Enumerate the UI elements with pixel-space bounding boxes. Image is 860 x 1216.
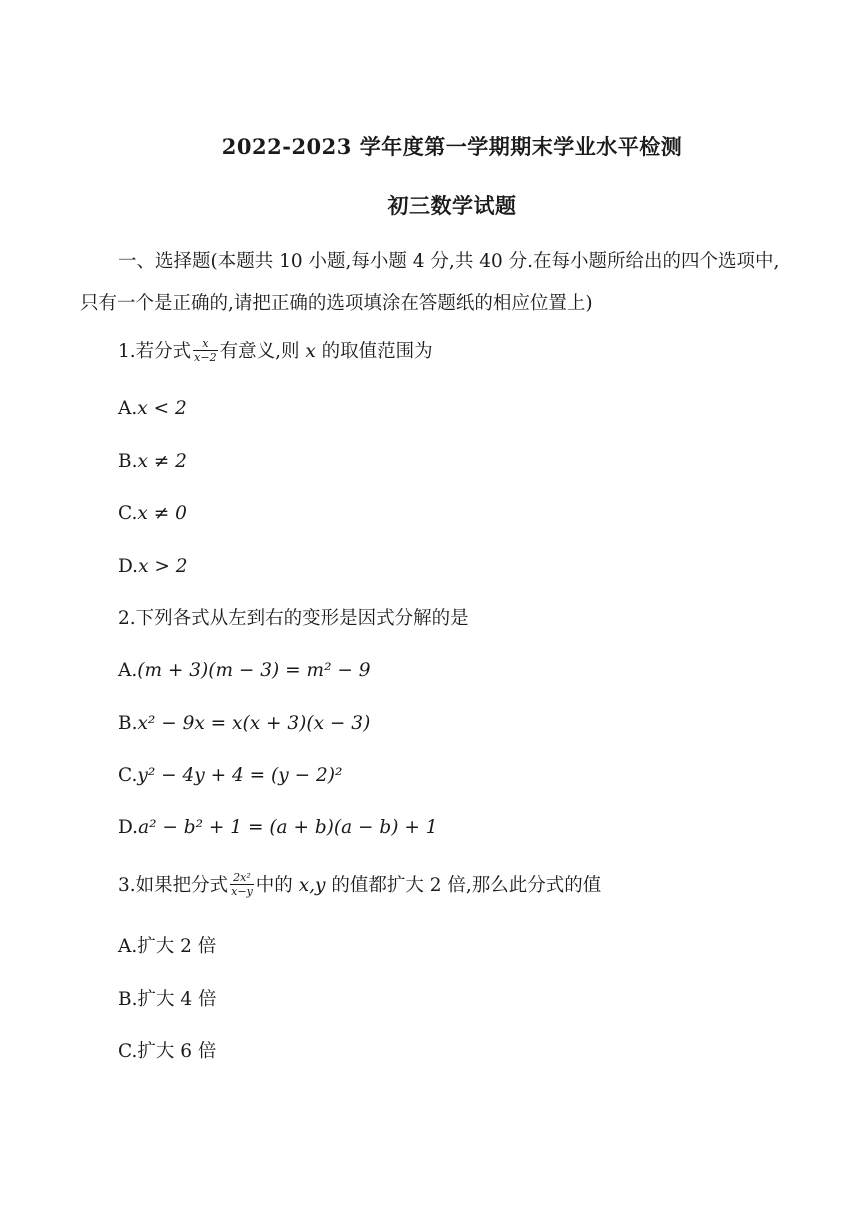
q1-variable: x	[305, 341, 316, 362]
q2-option-b-expr: x² − 9x = x(x + 3)(x − 3)	[137, 713, 371, 734]
q2-option-c-label: C.	[118, 765, 138, 786]
q2-option-c-expr: y² − 4y + 4 = (y − 2)²	[137, 765, 343, 786]
q1-option-d-expr: x > 2	[138, 556, 188, 577]
q1-option-b-label: B.	[118, 451, 138, 472]
q2-option-d-label: D.	[118, 817, 139, 838]
q2-option-c	[118, 761, 342, 791]
q3-suffix-1: 中的	[255, 875, 299, 896]
exam-subtitle: 初三数学试题	[387, 193, 517, 218]
q3-option-c: C.扩大 6 倍	[118, 1041, 217, 1062]
q3-prefix: 3.如果把分式	[118, 875, 229, 896]
q1-option-d-label: D.	[118, 556, 139, 577]
q1-option-c-label: C.	[118, 503, 138, 524]
q2-option-d	[118, 813, 438, 843]
question-1-stem	[118, 337, 433, 367]
q1-fraction-numerator: x	[193, 337, 217, 351]
q3-suffix-2: 的值都扩大 2 倍,那么此分式的值	[325, 875, 602, 896]
q2-option-b-label: B.	[118, 713, 138, 734]
q1-option-c	[118, 499, 187, 529]
q3-variables: x,y	[298, 875, 326, 896]
section-intro: 一、选择题(本题共 10 小题,每小题 4 分,共 40 分.在每小题所给出的四个选项中,只有一个是正确的,请把正确的选项填涂在答题纸的相应位置上)	[80, 251, 780, 314]
q1-option-b-expr: x ≠ 2	[137, 451, 187, 472]
q3-fraction-numerator: 2x²	[230, 871, 254, 885]
q3-option-b: B.扩大 4 倍	[118, 989, 217, 1010]
q3-fraction	[230, 871, 254, 898]
q1-option-a-label: A.	[118, 398, 138, 419]
q1-suffix-1: 有意义,则	[219, 341, 306, 362]
q3-fraction-denominator: x−y	[231, 884, 253, 898]
q2-option-a-label: A.	[118, 660, 138, 681]
q1-option-b	[118, 447, 187, 477]
q1-fraction-denominator: x−2	[194, 350, 217, 364]
question-2-stem: 2.下列各式从左到右的变形是因式分解的是	[118, 608, 469, 629]
q2-option-d-expr: a² − b² + 1 = (a + b)(a − b) + 1	[138, 817, 438, 838]
q2-option-a-expr: (m + 3)(m − 3) = m² − 9	[137, 660, 371, 681]
question-3-stem	[118, 871, 601, 901]
q1-fraction	[193, 337, 217, 364]
q3-option-a: A.扩大 2 倍	[118, 936, 217, 957]
exam-title: 2022-2023 学年度第一学期期末学业水平检测	[221, 134, 683, 159]
q2-option-b	[118, 709, 370, 739]
q1-option-a	[118, 394, 187, 424]
q1-option-a-expr: x < 2	[137, 398, 187, 419]
q1-suffix-2: 的取值范围为	[315, 341, 433, 362]
q1-prefix: 1.若分式	[118, 341, 192, 362]
q1-option-d	[118, 552, 188, 582]
q2-option-a	[118, 656, 371, 686]
q1-option-c-expr: x ≠ 0	[137, 503, 187, 524]
